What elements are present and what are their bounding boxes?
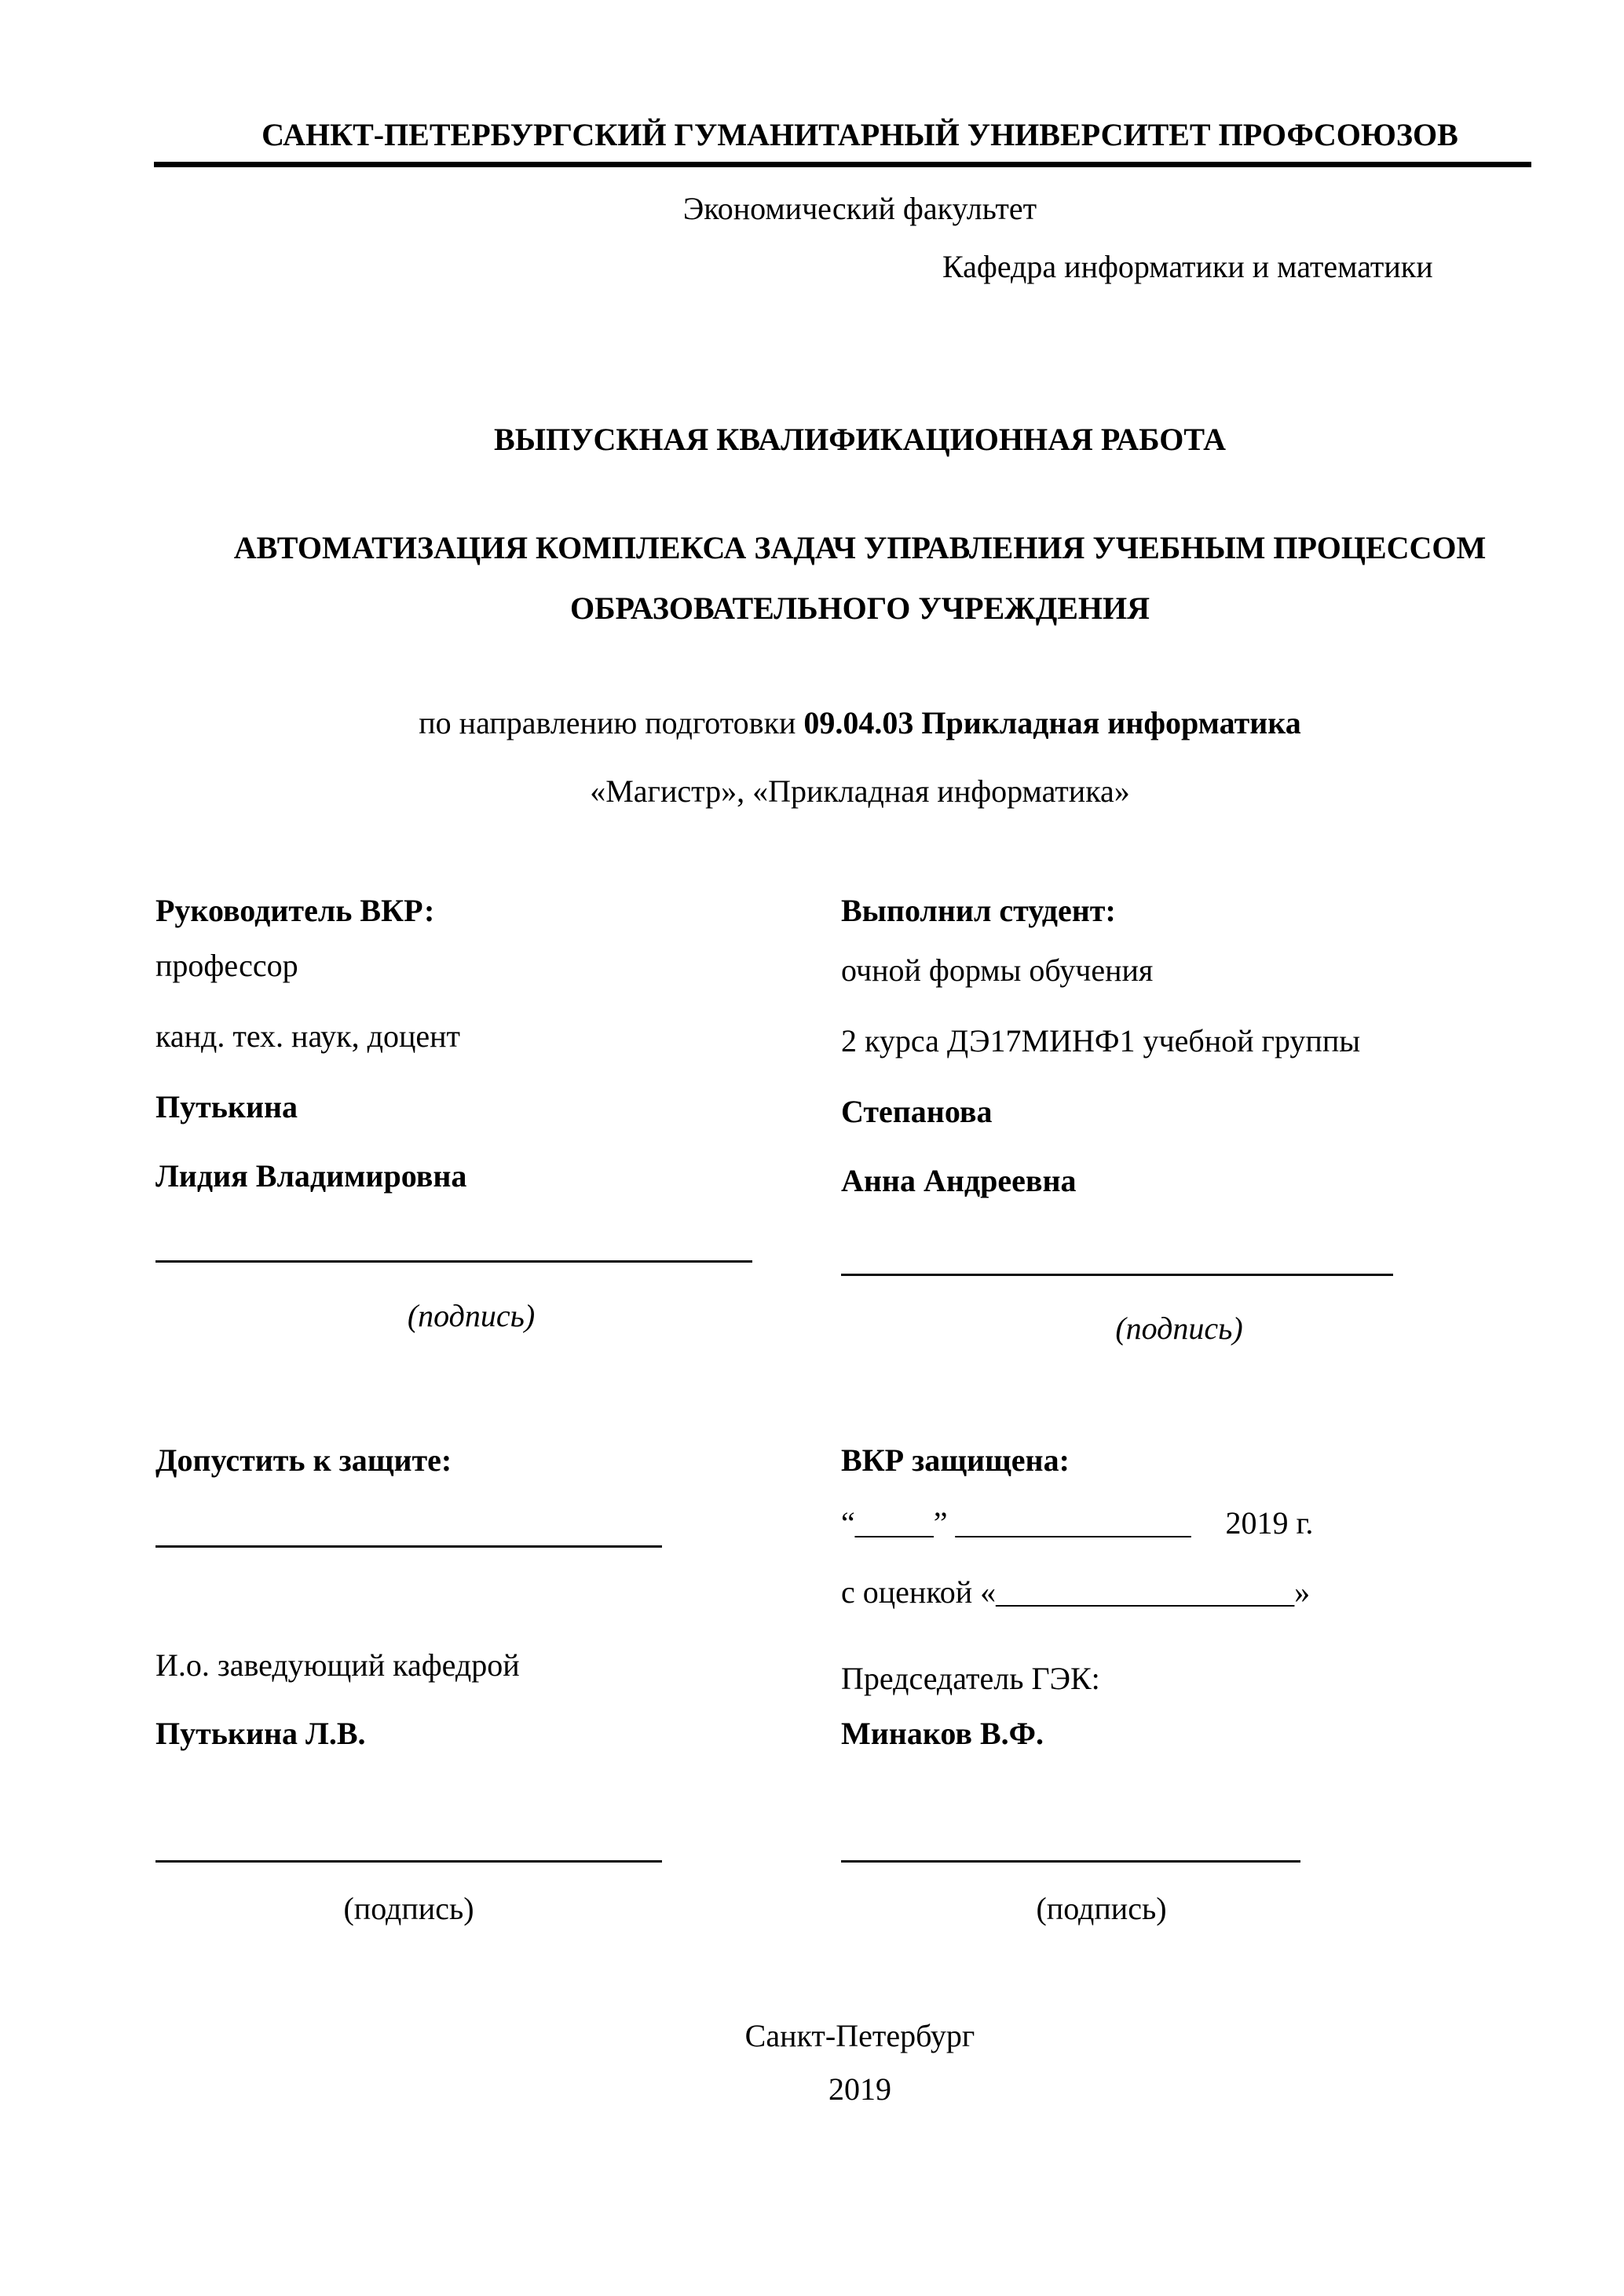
subject-title-line1: АВТОМАТИЗАЦИЯ КОМПЛЕКСА ЗАДАЧ УПРАВЛЕНИЯ УЧЕБНЫМ ПРОЦЕССОМ (233, 530, 1487, 565)
student-name-patronymic: Анна Андреевна (841, 1163, 1077, 1198)
degree-line: «Магистр», «Прикладная информатика» (590, 773, 1130, 809)
subject-title-line2: ОБРАЗОВАТЕЛЬНОГО УЧРЕЖДЕНИЯ (569, 590, 1150, 626)
supervisor-heading: Руководитель ВКР: (155, 893, 435, 928)
direction-code: 09.04.03 Прикладная информатика (803, 705, 1301, 740)
work-type-title: ВЫПУСКНАЯ КВАЛИФИКАЦИОННАЯ РАБОТА (494, 422, 1226, 457)
defense-date-blank: “_____” _______________ (841, 1505, 1191, 1541)
admission-name: Путькина Л.В. (155, 1716, 366, 1751)
footer-city: Санкт-Петербург (744, 2018, 975, 2053)
supervisor-surname: Путькина (155, 1089, 298, 1124)
student-signature-line (841, 1274, 1393, 1276)
defense-grade-line: с оценкой «___________________» (841, 1574, 1311, 1610)
supervisor-signature-line (155, 1260, 752, 1263)
admission-signature-caption: (подпись) (343, 1891, 474, 1926)
department-name: Кафедра информатики и математики (942, 249, 1433, 284)
admission-heading: Допустить к защите: (155, 1442, 452, 1478)
supervisor-name-patronymic: Лидия Владимировна (155, 1158, 467, 1194)
supervisor-signature-caption: (подпись) (407, 1298, 536, 1333)
faculty-name: Экономический факультет (682, 191, 1037, 226)
supervisor-degree: канд. тех. наук, доцент (155, 1018, 461, 1054)
defense-heading: ВКР защищена: (841, 1442, 1070, 1478)
student-signature-caption: (подпись) (1115, 1311, 1243, 1346)
footer-year: 2019 (828, 2071, 891, 2107)
admission-role: И.о. заведующий кафедрой (155, 1647, 520, 1683)
defense-year: 2019 г. (1225, 1505, 1314, 1541)
defense-chairman-role: Председатель ГЭК: (841, 1661, 1100, 1696)
student-study-form: очной формы обучения (841, 952, 1154, 988)
defense-signature-caption: (подпись) (1036, 1891, 1167, 1926)
header-rule (154, 162, 1531, 167)
student-surname: Степанова (841, 1094, 993, 1129)
defense-date-line (841, 1504, 1313, 1542)
supervisor-position: профессор (155, 948, 298, 983)
university-name: САНКТ-ПЕТЕРБУРГСКИЙ ГУМАНИТАРНЫЙ УНИВЕРСИТЕТ ПРОФСОЮЗОВ (262, 117, 1458, 152)
defense-chairman-name: Минаков В.Ф. (841, 1716, 1044, 1751)
admission-blank-line (155, 1545, 662, 1548)
student-heading: Выполнил студент: (841, 893, 1116, 928)
direction-prefix: по направлению подготовки (419, 705, 804, 740)
student-group: 2 курса ДЭ17МИНФ1 учебной группы (841, 1023, 1361, 1058)
direction-line (181, 704, 1539, 742)
defense-signature-line (841, 1860, 1300, 1863)
admission-signature-line (155, 1860, 662, 1863)
